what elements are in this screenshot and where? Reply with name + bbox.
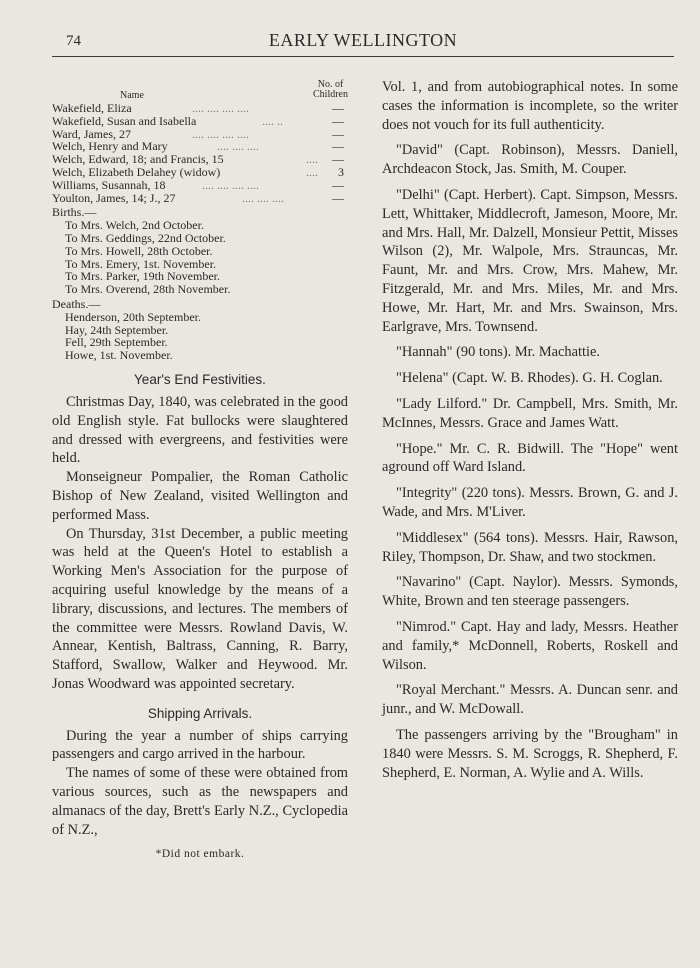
ship-entry: "Hannah" (90 tons). Mr. Machattie. bbox=[396, 344, 600, 361]
list-header bbox=[52, 78, 348, 102]
shipping-paragraph: The names of some of these were obtained from various sources, such as the newspapers and almanacs of the day, Brett's Early N.Z., Cyclopedia of N.Z., bbox=[52, 765, 348, 838]
ship-entry: "Integrity" (220 tons). Messrs. Brown, G. and J. Wade, and Mrs. M'Liver. bbox=[382, 485, 678, 520]
ship-entry: "Helena" (Capt. W. B. Rhodes). G. H. Coglan. bbox=[396, 370, 663, 387]
left-column bbox=[52, 78, 348, 860]
ship-entry: "Lady Lilford." Dr. Campbell, Mrs. Smith, Mr. McInnes, Messrs. Grace and James Watt. bbox=[382, 395, 678, 431]
list-item: To Mrs. Overend, 28th November. bbox=[65, 282, 231, 297]
festivities-heading: Year's End Festivities. bbox=[134, 371, 266, 387]
list-item: To Mrs. Parker, 19th November. bbox=[65, 269, 220, 284]
list-item: Welch, Edward, 18; and Francis, 15 .... — bbox=[52, 152, 344, 167]
list-item: Ward, James, 27 .... .... .... .... — bbox=[52, 126, 344, 141]
list-item: To Mrs. Emery, 1st. November. bbox=[65, 256, 217, 271]
text-paragraph: Vol. 1, and from autobiographical notes. In some cases the information is incomplete, so the writer does not vouch for its full authenticity. bbox=[382, 79, 678, 133]
festivities-paragraph: Monseigneur Pompalier, the Roman Catholic Bishop of New Zealand, visited Wellington and performed Mass. bbox=[52, 469, 348, 523]
running-title: EARLY WELLINGTON bbox=[268, 30, 458, 50]
list-item: Hay, 24th September. bbox=[65, 322, 169, 337]
children-header-line-2: Children bbox=[313, 89, 348, 100]
shipping-paragraph: During the year a number of ships carrying passengers and cargo arrived in the harbour. bbox=[52, 727, 348, 763]
list-item: Wakefield, Eliza .... .... .... .... — bbox=[52, 101, 344, 115]
ship-entry: "Delhi" (Capt. Herbert). Capt. Simpson, Messrs. Lett, Whittaker, Middlecroft, Jameson, Moore, Mr. and Mrs. Hall, Mr. Dalzell, Monsieur Pettit, Misses Wilson (2), Mr. Walpole, Mrs. Strauncas, Mr. Faunt, Mr. and Mrs. Crow, Mrs. Mahew, Mr. Fitzgerald, Mr. and Mrs. Miles, Mr. and Mrs. Howe, Mr. Hart, Mr. and Mrs. Swainson, Mrs. Earlgrave, Mrs. Townsend. bbox=[382, 186, 678, 335]
page-header bbox=[52, 30, 674, 57]
right-column bbox=[382, 78, 678, 789]
ship-entry: "Hope." Mr. C. R. Bidwill. The "Hope" went aground off Ward Island. bbox=[382, 440, 678, 476]
ship-entry: The passengers arriving by the "Brougham" in 1840 were Messrs. S. M. Scroggs, R. Shepherd, F. Shepherd, E. Norman, A. Wylie and A. Wills. bbox=[382, 726, 678, 781]
ship-entry: "David" (Capt. Robinson), Messrs. Daniell, Archdeacon Stock, Jas. Smith, M. Couper. bbox=[382, 142, 678, 178]
births-title: Births.— bbox=[52, 205, 97, 220]
list-item: Fell, 29th September. bbox=[65, 335, 168, 350]
festivities-paragraph: Christmas Day, 1840, was celebrated in the good old English style. Fat bullocks were slaughtered and dressed with evergreens, and festivities were held. bbox=[52, 393, 348, 467]
list-item: To Mrs. Howell, 28th October. bbox=[65, 243, 213, 258]
name-column-header: Name bbox=[120, 90, 144, 101]
passenger-list bbox=[52, 102, 348, 204]
children-header-line-1: No. of bbox=[317, 79, 344, 90]
list-item: To Mrs. Geddings, 22nd October. bbox=[65, 230, 226, 245]
list-item: Welch, Henry and Mary .... .... .... — bbox=[52, 139, 344, 154]
ship-entry: "Middlesex" (564 tons). Messrs. Hair, Rawson, Riley, Thompson, Dr. Shaw, and two stockmen. bbox=[382, 529, 678, 565]
page-number: 74 bbox=[66, 33, 81, 49]
deaths-title: Deaths.— bbox=[52, 296, 101, 311]
shipping-heading: Shipping Arrivals. bbox=[147, 705, 253, 721]
list-item: Howe, 1st. November. bbox=[65, 348, 173, 363]
footnote: *Did not embark. bbox=[155, 848, 245, 861]
festivities-paragraph: On Thursday, 31st December, a public meeting was held at the Queen's Hotel to establish a Working Men's Association for the purpose of acquiring useful knowledge by the means of a library, discussions, and lectures. The members of the committee were Messrs. Rowland Davis, W. Annear, Kentish, Baltrass, Canning, R. Barry, Stafford, Swallow, Walker and Heywood. Mr. Jonas Woodward was appointed secretary. bbox=[52, 525, 348, 692]
list-item: To Mrs. Welch, 2nd October. bbox=[65, 218, 204, 233]
deaths-section bbox=[52, 298, 348, 362]
list-item: Williams, Susannah, 18 .... .... .... .... — bbox=[52, 177, 344, 192]
ship-entry: "Royal Merchant." Messrs. A. Duncan senr. and junr., and W. McDowall. bbox=[382, 682, 678, 718]
list-item: Henderson, 20th September. bbox=[65, 309, 201, 324]
list-item: Welch, Elizabeth Delahey (widow) .... 3 bbox=[52, 164, 344, 179]
births-section bbox=[52, 206, 348, 296]
ship-entry: "Navarino" (Capt. Naylor). Messrs. Symonds, White, Brown and ten steerage passengers. bbox=[382, 574, 678, 610]
ship-entry: "Nimrod." Capt. Hay and lady, Messrs. Heather and family,* McDonnell, Roberts, Roskell and Wilson. bbox=[382, 618, 678, 673]
children-column-header bbox=[313, 80, 348, 100]
list-item: Youlton, James, 14; J., 27 .... .... .... — bbox=[52, 190, 344, 205]
list-item: Wakefield, Susan and Isabella .... .. — bbox=[52, 113, 344, 128]
